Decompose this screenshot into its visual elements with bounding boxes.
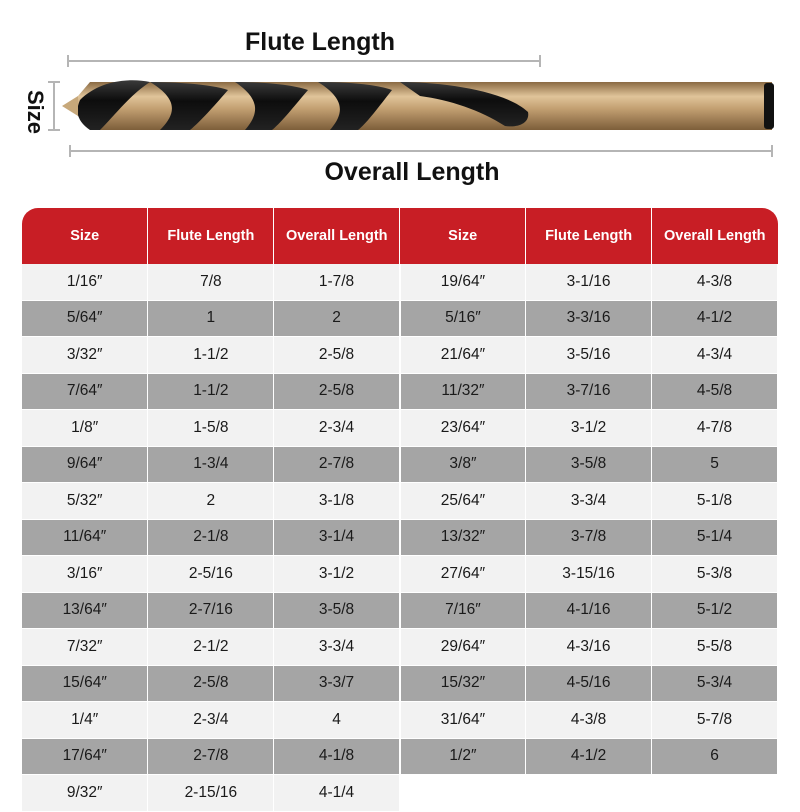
cell-overall-length: 4-1/2 — [652, 300, 778, 337]
cell-overall-length: 3-1/4 — [274, 519, 400, 556]
cell-flute-length: 7/8 — [148, 264, 274, 300]
table-row — [22, 629, 778, 666]
drill-size-table — [22, 208, 778, 812]
cell-overall-length: 5-1/4 — [652, 519, 778, 556]
cell-flute-length: 3-1/16 — [526, 264, 652, 300]
cell-size: 31/64″ — [400, 702, 526, 739]
cell-size: 15/32″ — [400, 665, 526, 702]
cell-overall-length: 3-3/7 — [274, 665, 400, 702]
table-row — [22, 446, 778, 483]
cell-overall-length — [652, 775, 778, 812]
cell-overall-length: 3-1/8 — [274, 483, 400, 520]
cell-flute-length: 2-1/8 — [148, 519, 274, 556]
cell-flute-length: 4-3/16 — [526, 629, 652, 666]
drill-bit-diagram — [0, 0, 800, 200]
header-flute-length: Flute Length — [148, 208, 274, 264]
cell-overall-length: 5-7/8 — [652, 702, 778, 739]
cell-size: 7/64″ — [22, 373, 148, 410]
cell-size — [400, 775, 526, 812]
cell-size: 5/64″ — [22, 300, 148, 337]
cell-size: 11/64″ — [22, 519, 148, 556]
header-flute-length: Flute Length — [526, 208, 652, 264]
cell-flute-length: 2-3/4 — [148, 702, 274, 739]
cell-size: 5/16″ — [400, 300, 526, 337]
cell-overall-length: 5-1/8 — [652, 483, 778, 520]
cell-overall-length: 3-5/8 — [274, 592, 400, 629]
table-header-row — [22, 208, 778, 264]
cell-overall-length: 6 — [652, 738, 778, 775]
cell-size: 25/64″ — [400, 483, 526, 520]
cell-size: 21/64″ — [400, 337, 526, 374]
cell-flute-length: 1-3/4 — [148, 446, 274, 483]
header-size: Size — [400, 208, 526, 264]
cell-size: 3/8″ — [400, 446, 526, 483]
cell-flute-length: 2-15/16 — [148, 775, 274, 812]
cell-flute-length: 4-3/8 — [526, 702, 652, 739]
cell-overall-length: 2-7/8 — [274, 446, 400, 483]
cell-overall-length: 4-1/8 — [274, 738, 400, 775]
cell-flute-length: 2-1/2 — [148, 629, 274, 666]
cell-size: 13/32″ — [400, 519, 526, 556]
cell-size: 9/32″ — [22, 775, 148, 812]
cell-flute-length: 2-7/16 — [148, 592, 274, 629]
table-row — [22, 519, 778, 556]
cell-size: 13/64″ — [22, 592, 148, 629]
header-overall-length: Overall Length — [274, 208, 400, 264]
cell-flute-length: 4-1/16 — [526, 592, 652, 629]
table-row — [22, 556, 778, 593]
cell-size: 3/16″ — [22, 556, 148, 593]
header-size: Size — [22, 208, 148, 264]
cell-overall-length: 5 — [652, 446, 778, 483]
cell-flute-length: 1-1/2 — [148, 337, 274, 374]
cell-overall-length: 3-1/2 — [274, 556, 400, 593]
cell-flute-length: 3-5/8 — [526, 446, 652, 483]
header-overall-length: Overall Length — [652, 208, 778, 264]
cell-flute-length: 3-15/16 — [526, 556, 652, 593]
cell-size: 17/64″ — [22, 738, 148, 775]
table-row — [22, 483, 778, 520]
cell-flute-length: 1-5/8 — [148, 410, 274, 447]
cell-flute-length: 3-5/16 — [526, 337, 652, 374]
cell-overall-length: 5-3/4 — [652, 665, 778, 702]
table-row — [22, 300, 778, 337]
cell-overall-length: 5-3/8 — [652, 556, 778, 593]
flute-length-label: Flute Length — [245, 28, 395, 56]
cell-overall-length: 2 — [274, 300, 400, 337]
cell-size: 23/64″ — [400, 410, 526, 447]
cell-overall-length: 4-3/8 — [652, 264, 778, 300]
size-label: Size — [23, 90, 48, 135]
cell-size: 7/32″ — [22, 629, 148, 666]
cell-flute-length: 2-5/16 — [148, 556, 274, 593]
overall-length-label: Overall Length — [324, 158, 500, 186]
cell-size: 1/4″ — [22, 702, 148, 739]
cell-overall-length: 2-3/4 — [274, 410, 400, 447]
table-row — [22, 592, 778, 629]
cell-overall-length: 5-5/8 — [652, 629, 778, 666]
cell-size: 29/64″ — [400, 629, 526, 666]
cell-size: 5/32″ — [22, 483, 148, 520]
table-row — [22, 738, 778, 775]
cell-flute-length: 3-3/4 — [526, 483, 652, 520]
cell-overall-length: 4 — [274, 702, 400, 739]
cell-size: 1/16″ — [22, 264, 148, 300]
cell-flute-length: 2-7/8 — [148, 738, 274, 775]
cell-flute-length — [526, 775, 652, 812]
cell-overall-length: 3-3/4 — [274, 629, 400, 666]
cell-overall-length: 4-7/8 — [652, 410, 778, 447]
cell-overall-length: 2-5/8 — [274, 337, 400, 374]
table-row — [22, 337, 778, 374]
cell-size: 3/32″ — [22, 337, 148, 374]
cell-flute-length: 3-7/16 — [526, 373, 652, 410]
cell-size: 11/32″ — [400, 373, 526, 410]
cell-overall-length: 2-5/8 — [274, 373, 400, 410]
table-row — [22, 702, 778, 739]
cell-flute-length: 1-1/2 — [148, 373, 274, 410]
cell-size: 19/64″ — [400, 264, 526, 300]
table-row — [22, 373, 778, 410]
cell-flute-length: 3-7/8 — [526, 519, 652, 556]
cell-size: 1/2″ — [400, 738, 526, 775]
cell-size: 27/64″ — [400, 556, 526, 593]
cell-size: 1/8″ — [22, 410, 148, 447]
table-row — [22, 665, 778, 702]
cell-flute-length: 2-5/8 — [148, 665, 274, 702]
cell-overall-length: 4-3/4 — [652, 337, 778, 374]
cell-flute-length: 3-1/2 — [526, 410, 652, 447]
cell-flute-length: 2 — [148, 483, 274, 520]
cell-size: 9/64″ — [22, 446, 148, 483]
cell-flute-length: 4-1/2 — [526, 738, 652, 775]
table-row — [22, 775, 778, 812]
table-row — [22, 264, 778, 300]
cell-size: 15/64″ — [22, 665, 148, 702]
cell-flute-length: 1 — [148, 300, 274, 337]
table-row — [22, 410, 778, 447]
table-body — [22, 264, 778, 811]
cell-overall-length: 4-1/4 — [274, 775, 400, 812]
cell-overall-length: 1-7/8 — [274, 264, 400, 300]
cell-size: 7/16″ — [400, 592, 526, 629]
cell-flute-length: 4-5/16 — [526, 665, 652, 702]
cell-flute-length: 3-3/16 — [526, 300, 652, 337]
cell-overall-length: 4-5/8 — [652, 373, 778, 410]
cell-overall-length: 5-1/2 — [652, 592, 778, 629]
